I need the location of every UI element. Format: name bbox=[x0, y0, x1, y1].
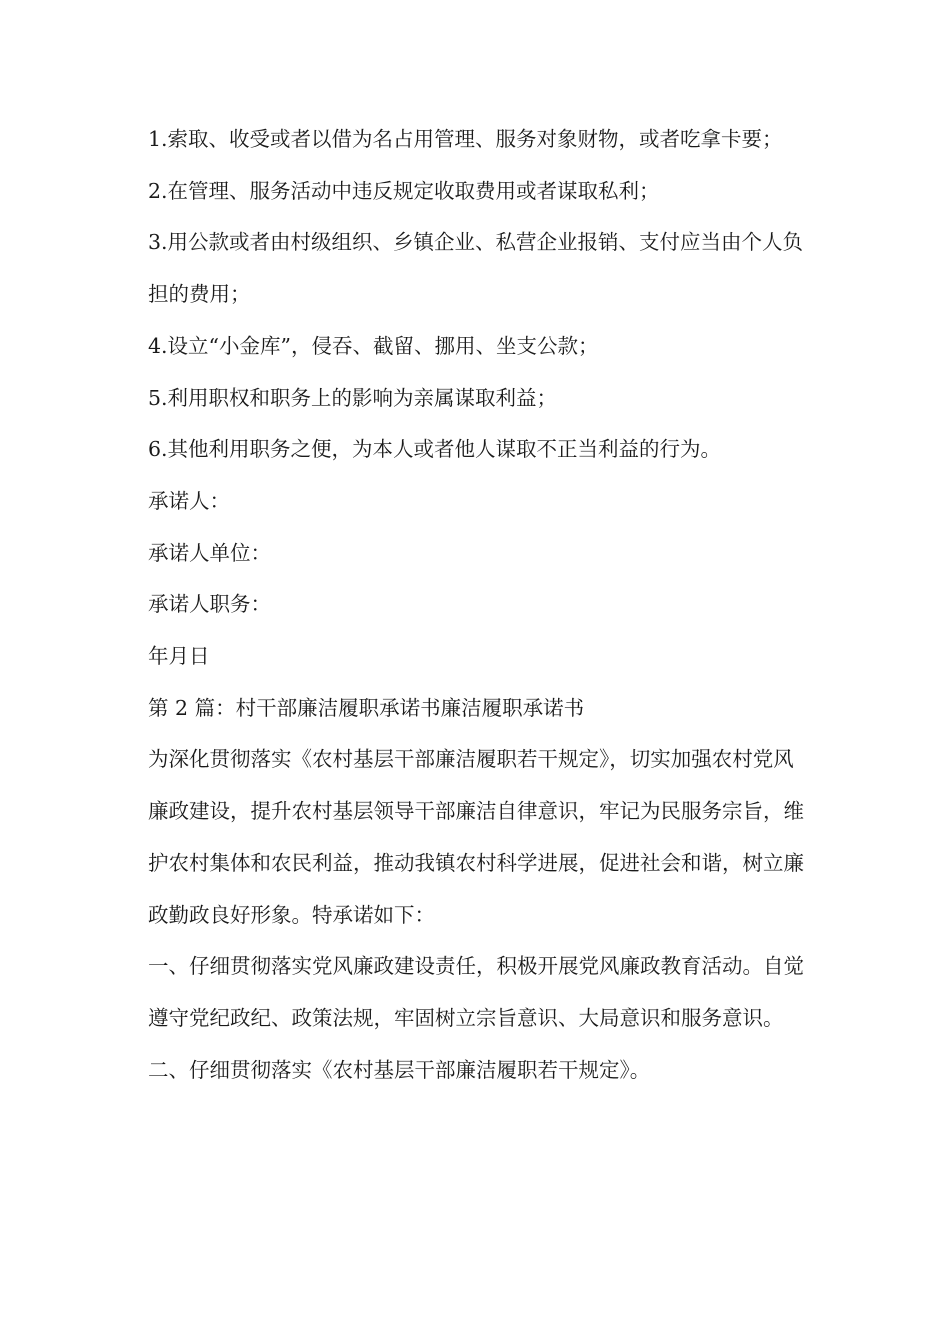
commitment-item-2: 二、仔细贯彻落实《农村基层干部廉洁履职若干规定》。 bbox=[148, 1057, 651, 1082]
list-item-5: 5.利用职权和职务上的影响为亲属谋取利益； bbox=[148, 385, 558, 410]
list-item-2: 2.在管理、服务活动中违反规定收取费用或者谋取私利； bbox=[148, 178, 660, 203]
intro-paragraph: 为深化贯彻落实《农村基层干部廉洁履职若干规定》，切实加强农村党风廉政建设，提升农村基层领导干部廉洁自律意识，牢记为民服务宗旨，维护农村集体和农民利益，推动我镇农村科学进展，促进社会和谐，树立廉政勤政良好形象。特承诺如下： bbox=[148, 747, 804, 927]
signatory-unit-field: 承诺人单位： bbox=[148, 540, 271, 565]
signatory-position-field: 承诺人职务： bbox=[148, 592, 271, 617]
signatory-field: 承诺人： bbox=[148, 488, 230, 513]
section-title: 第 2 篇：村干部廉洁履职承诺书廉洁履职承诺书 bbox=[148, 695, 585, 720]
document-body bbox=[148, 114, 808, 1096]
list-item-1: 1.索取、收受或者以借为名占用管理、服务对象财物，或者吃拿卡要； bbox=[148, 127, 783, 151]
list-item-4: 4.设立“小金库”，侵吞、截留、挪用、坐支公款； bbox=[148, 333, 599, 358]
commitment-item-1: 一、仔细贯彻落实党风廉政建设责任，积极开展党风廉政教育活动。自觉遵守党纪政纪、政策法规，牢固树立宗旨意识、大局意识和服务意识。 bbox=[148, 954, 804, 1030]
list-item-6: 6.其他利用职务之便，为本人或者他人谋取不正当利益的行为。 bbox=[148, 437, 722, 462]
list-item-3: 3.用公款或者由村级组织、乡镇企业、私营企业报销、支付应当由个人负担的费用； bbox=[148, 230, 804, 307]
date-field: 年月日 bbox=[148, 644, 210, 669]
